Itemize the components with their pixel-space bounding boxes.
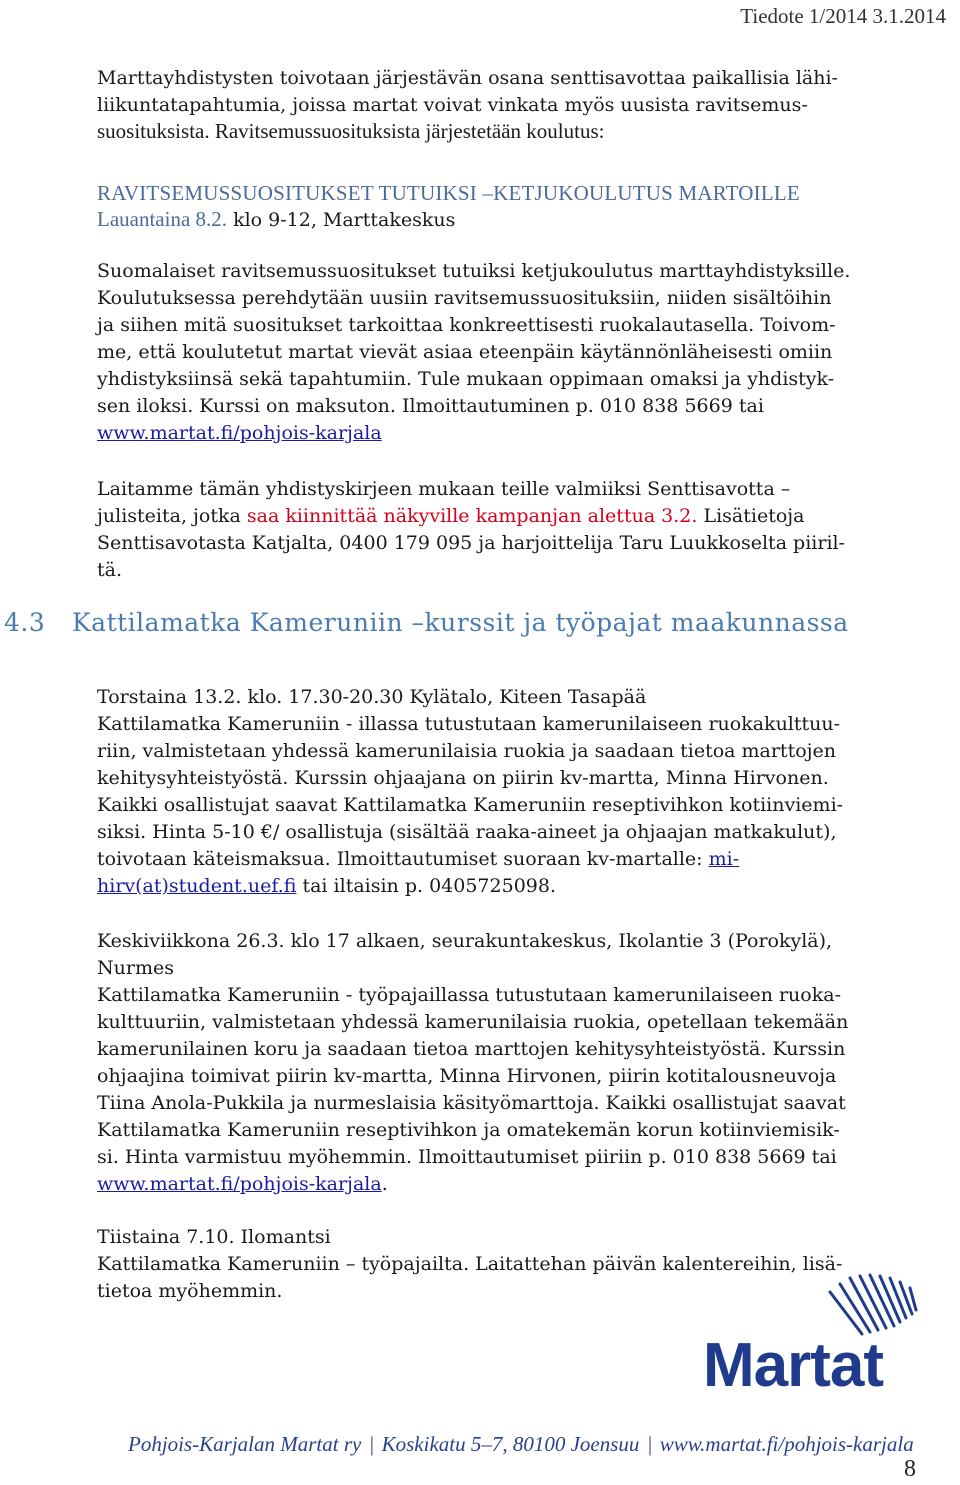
event2-line-3: kamerunilainen koru ja saadaan tietoa marttojen kehitysyhteistyöstä. Kurssin <box>97 1038 846 1060</box>
page-number: 8 <box>904 1456 916 1482</box>
posters-line-2-prefix: julisteita, jotka <box>97 505 247 527</box>
footer-address: Koskikatu 5–7, 80100 Joensuu <box>381 1432 640 1456</box>
event2-line-2: kulttuuriin, valmistetaan yhdessä kamerunilaisia ruokia, opetellaan tekemään <box>97 1011 849 1033</box>
body-line-1: Suomalaiset ravitsemussuositukset tutuiksi ketjukoulutus marttayhdistyksille. <box>97 260 851 282</box>
footer-contact: Pohjois-Karjalan Martat ry | Koskikatu 5–7, 80100 Joensuu | www.martat.fi/pohjois-karjala <box>128 1432 914 1456</box>
email-link-part2[interactable]: hirv(at)student.uef.fi <box>97 875 297 897</box>
section-number: 4.3 <box>4 608 46 637</box>
footer-org: Pohjois-Karjalan Martat ry <box>128 1432 362 1456</box>
training-title: RAVITSEMUSSUOSITUKSET TUTUIKSI –KETJUKOULUTUS MARTOILLE <box>97 181 800 205</box>
body-line-6: sen iloksi. Kurssi on maksuton. Ilmoittautuminen p. 010 838 5669 tai <box>97 395 764 417</box>
body-line-5: yhdistyksiinsä sekä tapahtumiin. Tule mukaan oppimaan omaksi ja yhdistyk- <box>97 368 835 390</box>
event1-line-3: kehitysyhteistyöstä. Kurssin ohjaajana on piirin kv-martta, Minna Hirvonen. <box>97 767 829 789</box>
event2-line-4: ohjaajina toimivat piirin kv-martta, Minna Hirvonen, piirin kotitalousneuvoja <box>97 1065 837 1087</box>
posters-line-2 <box>97 503 805 530</box>
event1-line-5: siksi. Hinta 5-10 €/ osallistuja (sisältää raaka-aineet ja ohjaajan matkakulut), <box>97 821 837 843</box>
event1-line-2: riin, valmistetaan yhdessä kamerunilaisia ruokia ja saadaan tietoa marttojen <box>97 740 837 762</box>
posters-line-3: Senttisavotasta Katjalta, 0400 179 095 ja harjoittelija Taru Luukkoselta piiril- <box>97 532 846 554</box>
event3-date: Tiistaina 7.10. Ilomantsi <box>97 1226 331 1248</box>
event1-line-6-prefix: toivotaan käteismaksua. Ilmoittautumiset suoraan kv-martalle: <box>97 848 709 870</box>
body-line-3: ja siihen mitä suositukset tarkoittaa konkreettisesti ruokalautasella. Toivom- <box>97 314 836 336</box>
event2-line-6: Kattilamatka Kameruniin reseptivihkon ja omatekemän korun kotiinviemisik- <box>97 1119 840 1141</box>
document-header: Tiedote 1/2014 3.1.2014 <box>740 4 946 28</box>
event1-line-1: Kattilamatka Kameruniin - illassa tutustutaan kamerunilaiseen ruokakulttuu- <box>97 713 841 735</box>
martat-link-text[interactable]: www.martat.fi/pohjois-karjala <box>97 422 382 444</box>
email-link-part1[interactable]: mi- <box>708 848 740 870</box>
martat-link-1[interactable] <box>97 420 382 447</box>
event2-line-7: si. Hinta varmistuu myöhemmin. Ilmoittautumiset piiriin p. 010 838 5669 tai <box>97 1146 837 1168</box>
intro-line-3: suosituksista. Ravitsemussuosituksista järjestetään koulutus: <box>97 119 605 143</box>
footer-web: www.martat.fi/pohjois-karjala <box>659 1432 914 1456</box>
event1-line-7 <box>97 873 556 900</box>
event2-line-5: Tiina Anola-Pukkila ja nurmeslaisia käsityömarttoja. Kaikki osallistujat saavat <box>97 1092 846 1114</box>
event3-line-1: Kattilamatka Kameruniin – työpajailta. Laitattehan päivän kalentereihin, lisä- <box>97 1253 843 1275</box>
event2-date-1: Keskiviikkona 26.3. klo 17 alkaen, seurakuntakeskus, Ikolantie 3 (Porokylä), <box>97 930 833 952</box>
event2-link-line <box>97 1171 388 1198</box>
event2-link-suffix: . <box>381 1173 388 1195</box>
posters-highlight: saa kiinnittää näkyville kampanjan alettua 3.2. <box>246 505 698 527</box>
body-line-2: Koulutuksessa perehdytään uusiin ravitsemussuosituksiin, niiden sisältöihin <box>97 287 832 309</box>
event3-line-2: tietoa myöhemmin. <box>97 1280 283 1302</box>
martat-link-2[interactable]: www.martat.fi/pohjois-karjala <box>97 1173 382 1195</box>
posters-line-4: tä. <box>97 559 123 581</box>
intro-line-1: Marttayhdistysten toivotaan järjestävän osana senttisavottaa paikallisia lähi- <box>97 67 838 89</box>
event1-line-4: Kaikki osallistujat saavat Kattilamatka Kameruniin reseptivihkon kotiinviemi- <box>97 794 844 816</box>
body-line-4: me, että koulutetut martat vievät asiaa eteenpäin käytännönläheisesti omiin <box>97 341 833 363</box>
section-title: Kattilamatka Kameruniin –kurssit ja työpajat maakunnassa <box>72 608 849 637</box>
posters-line-1: Laitamme tämän yhdistyskirjeen mukaan teille valmiiksi Senttisavotta – <box>97 478 791 500</box>
training-date-prefix: Lauantaina 8.2. <box>97 207 228 231</box>
intro-line-2: liikuntatapahtumia, joissa martat voivat vinkata myös uusista ravitsemus- <box>97 94 808 116</box>
event2-line-1: Kattilamatka Kameruniin - työpajaillassa tutustutaan kamerunilaiseen ruoka- <box>97 984 841 1006</box>
event1-line-6 <box>97 846 739 873</box>
section-heading-4-3 <box>4 608 849 637</box>
event2-date-2: Nurmes <box>97 957 174 979</box>
posters-line-2-suffix: Lisätietoja <box>697 505 805 527</box>
training-date <box>97 206 455 234</box>
martat-logo: Martat <box>703 1331 884 1400</box>
training-date-rest: klo 9-12, Marttakeskus <box>227 209 456 231</box>
event1-date: Torstaina 13.2. klo. 17.30-20.30 Kylätalo, Kiteen Tasapää <box>97 686 647 708</box>
event1-line-7-suffix: tai iltaisin p. 0405725098. <box>296 875 557 897</box>
